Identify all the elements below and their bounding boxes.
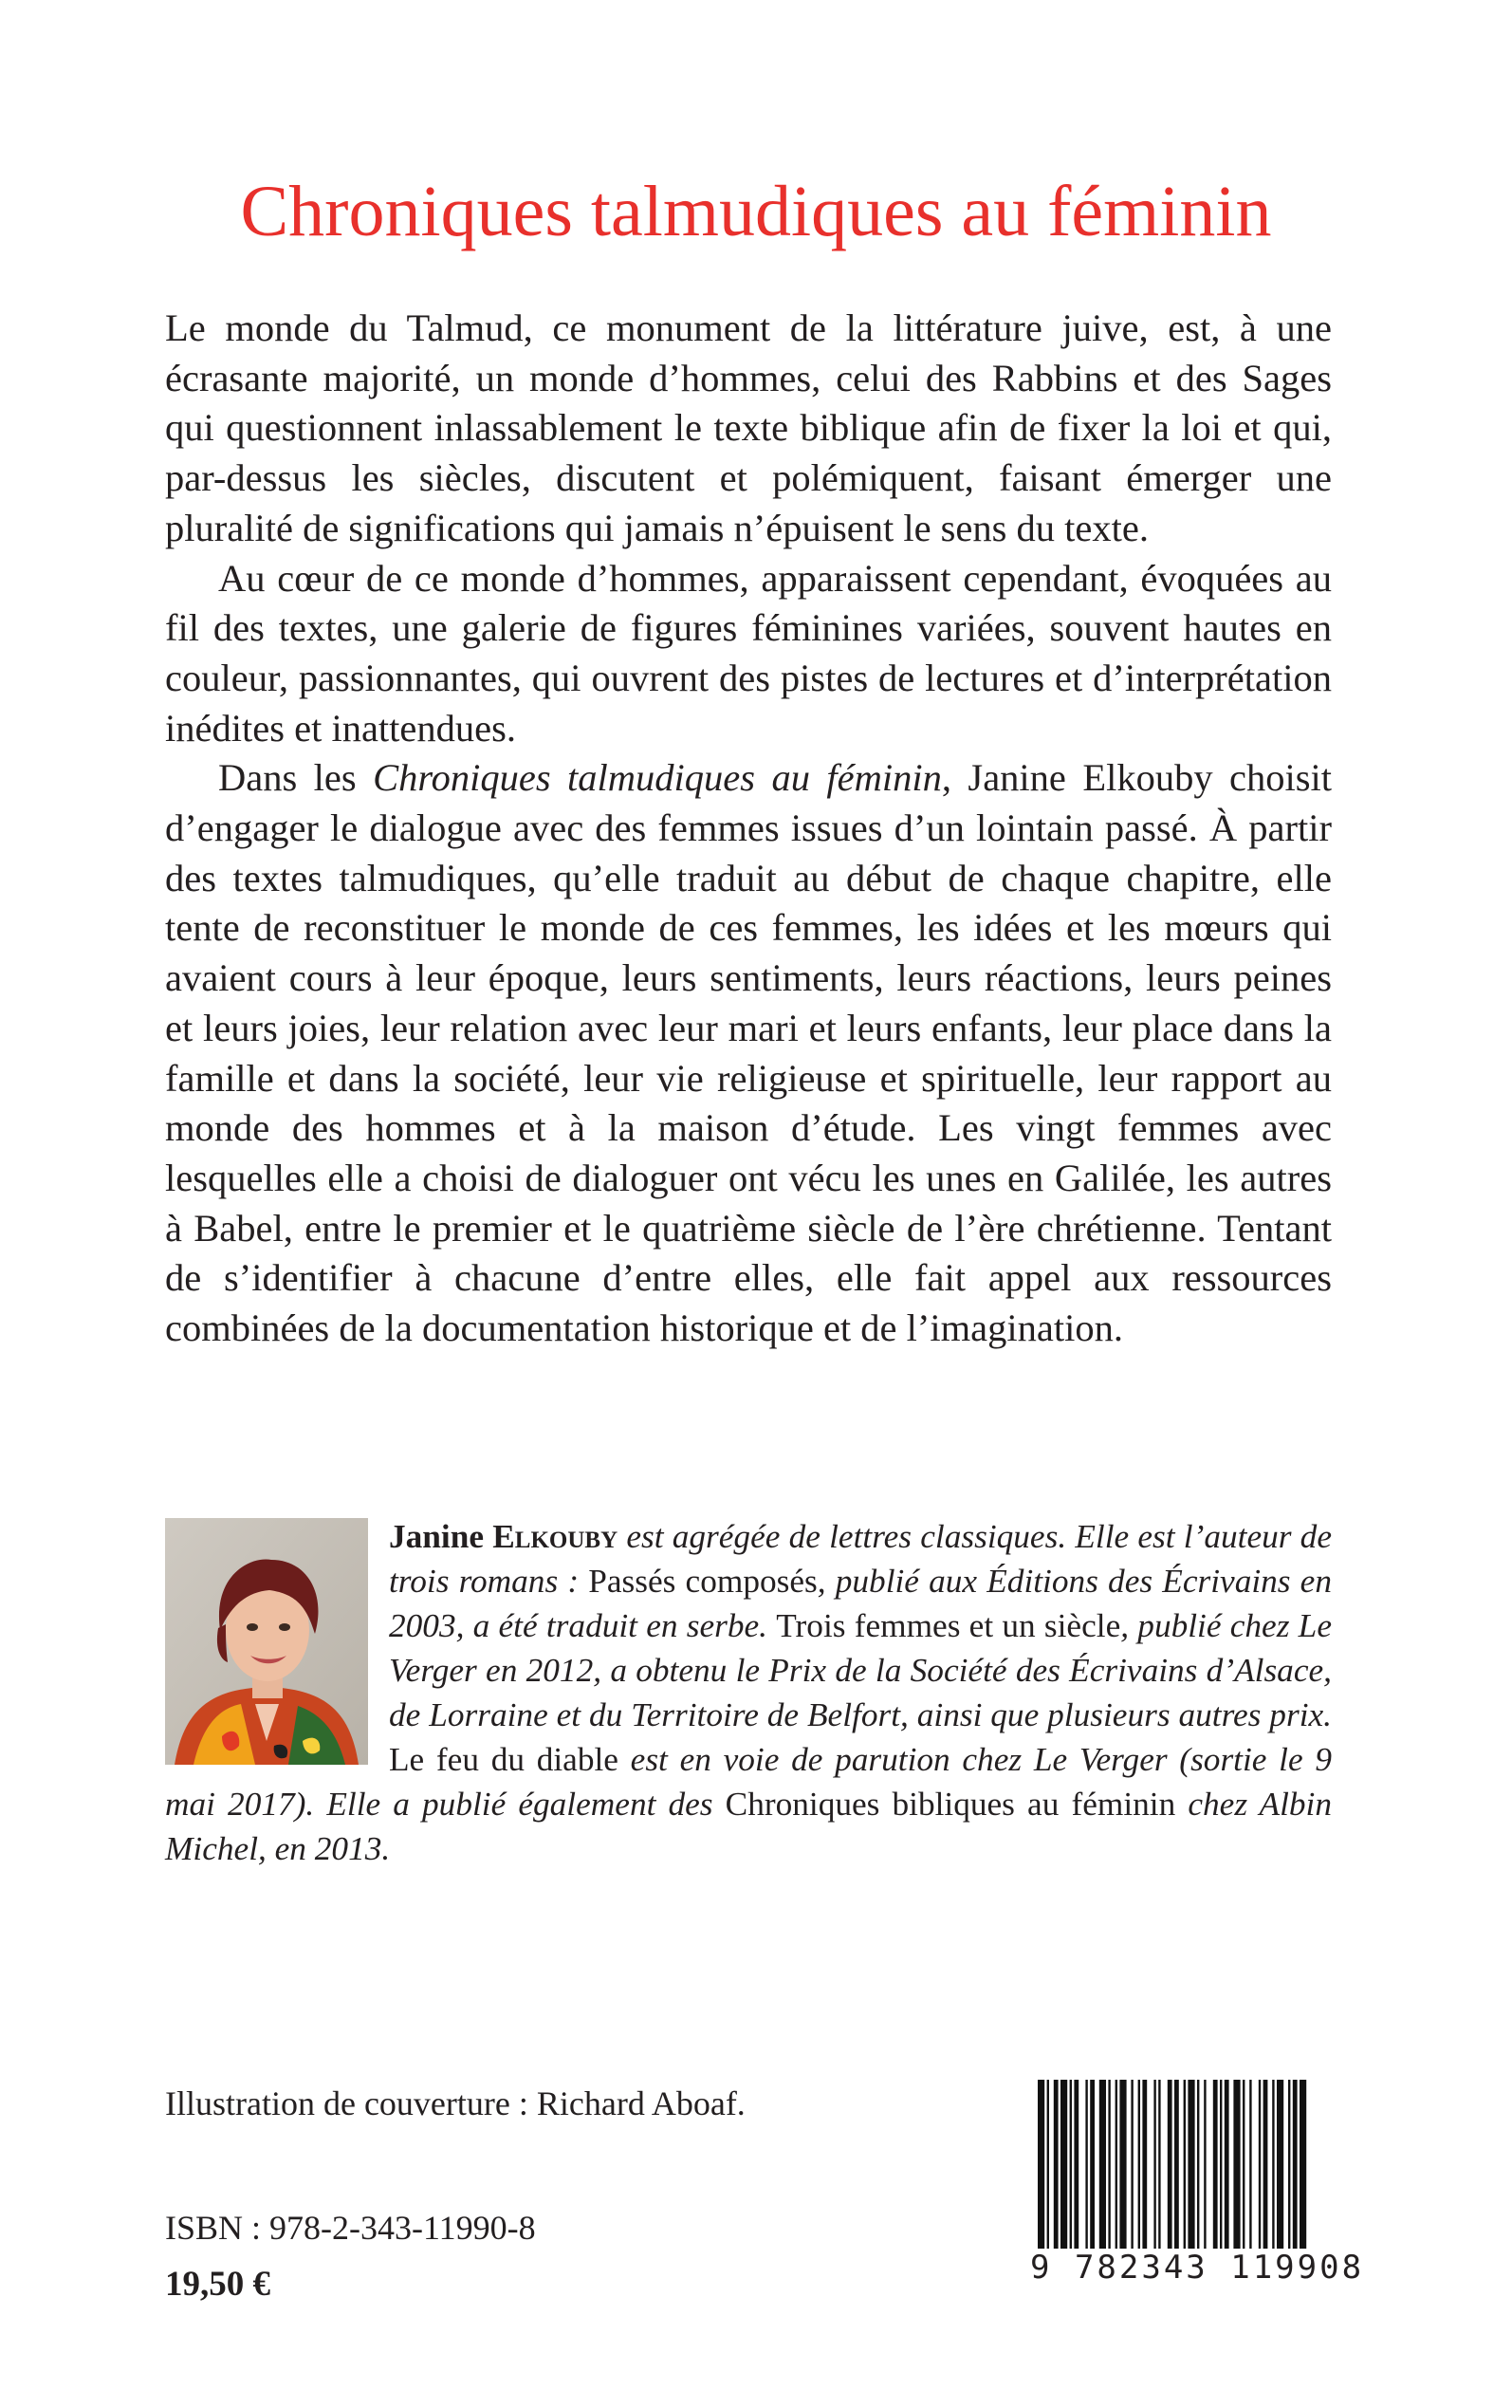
blurb-paragraph-3 bbox=[165, 753, 1332, 1353]
barcode-bar bbox=[1074, 2080, 1079, 2249]
barcode-bar bbox=[1300, 2080, 1306, 2269]
bio-text: , publié chez Le Verger en 2012, a obtenu le Prix de la Société des Écrivains d’Alsace, de Lorraine et du Territoire de Belfort, ainsi que plusieurs autres prix. bbox=[389, 1607, 1332, 1733]
cover-illustration-credit: Illustration de couverture : Richard Aboaf. bbox=[165, 2084, 746, 2122]
bio-book-title: Le feu du diable bbox=[389, 1741, 618, 1778]
barcode-bar bbox=[1070, 2080, 1072, 2249]
barcode-bar bbox=[1099, 2080, 1106, 2249]
book-title-italic: Chroniques talmudiques au féminin bbox=[373, 756, 942, 800]
barcode-bar bbox=[1288, 2080, 1290, 2249]
barcode-bar bbox=[1188, 2080, 1194, 2249]
bio-text: est en voie de parution chez Le Verger (sortie le 9 mai 2017). Elle a publié également des bbox=[165, 1741, 1332, 1823]
author-last-name: Elkouby bbox=[492, 1518, 618, 1555]
barcode-bar bbox=[1184, 2080, 1186, 2249]
barcode-bar bbox=[1047, 2080, 1049, 2269]
bio-book-title: Trois femmes et un siècle bbox=[776, 1607, 1121, 1644]
isbn: ISBN : 978-2-343-11990-8 bbox=[165, 2209, 536, 2247]
barcode-bar bbox=[1142, 2080, 1147, 2249]
barcode-bar bbox=[1119, 2080, 1126, 2249]
barcode-bar bbox=[1168, 2080, 1172, 2249]
barcode-bar bbox=[1060, 2080, 1067, 2249]
blurb-text: Dans les bbox=[218, 756, 374, 800]
bio-text: est agrégée de lettres classiques. Elle est l’auteur de trois romans : bbox=[389, 1518, 1333, 1600]
barcode-bar bbox=[1158, 2080, 1160, 2249]
barcode-bar bbox=[1038, 2080, 1044, 2269]
photo-spacer bbox=[165, 1514, 389, 1780]
author-first-name: Janine bbox=[389, 1518, 485, 1555]
blurb-text: , Janine Elkouby choisit d’engager le dialogue avec des femmes issues d’un lointain passé. À partir des textes talmudiques, qu’elle traduit au début de chaque chapitre, elle tente de reconstituer le monde de ces femmes, les idées et les mœurs qui avaient cours à leur époque, leurs sentiments, leurs réactions, leurs peines et leurs joies, leur relation avec leur mari et leurs enfants, leur place dans la famille et dans la société, leur vie religieuse et spirituelle, leur rapport au monde des hommes et à la maison d’étude. Les vingt femmes avec lesquelles elle a choisi de dialoguer ont vécu les unes en Galilée, les autres à Babel, entre le premier et le quatrième siècle de l’ère chrétienne. Tentant de s’identifier à chacune d’entre elles, elle fait appel aux ressources combinées de la documentation historique et de l’imagination. bbox=[165, 756, 1332, 1350]
author-bio bbox=[165, 1514, 1332, 1871]
price: 19,50 € bbox=[165, 2265, 270, 2304]
barcode-bar bbox=[1213, 2080, 1218, 2249]
barcode-bar bbox=[1116, 2080, 1117, 2249]
blurb-paragraph-1: Le monde du Talmud, ce monument de la littérature juive, est, à une écrasante majorité, un monde d’hommes, celui des Rabbins et des Sages qui questionnent inlassablement le texte biblique afin de fixer la loi et qui, par-dessus les siècles, discutent et polémiquent, faisant émerger une pluralité de significations qui jamais n’épuisent le sens du texte. bbox=[165, 306, 1332, 549]
barcode-bar bbox=[1277, 2080, 1283, 2249]
barcode-bar bbox=[1225, 2080, 1229, 2249]
bio-book-title: Chroniques bibliques au féminin bbox=[725, 1786, 1176, 1823]
blurb-paragraph-2: Au cœur de ce monde d’hommes, apparaissent cependant, évoquées au fil des textes, une galerie de figures féminines variées, souvent hautes en couleur, passionnantes, qui ouvrent des pistes de lectures et d’interprétation inédites et inattendues. bbox=[165, 556, 1332, 750]
bio-text: chez Albin Michel, en 2013. bbox=[165, 1786, 1332, 1867]
bio-book-title: Passés composés bbox=[588, 1563, 818, 1600]
barcode-bar bbox=[1259, 2080, 1261, 2249]
barcode-bar bbox=[1204, 2080, 1206, 2249]
barcode-bar bbox=[1243, 2080, 1245, 2249]
barcode-bar bbox=[1293, 2080, 1298, 2249]
barcode-bar bbox=[1054, 2080, 1059, 2249]
book-title: Chroniques talmudiques au féminin bbox=[240, 172, 1272, 251]
barcode-bar bbox=[1108, 2080, 1110, 2249]
barcode-bar bbox=[1263, 2080, 1268, 2249]
barcode-bar bbox=[1272, 2080, 1274, 2249]
barcode-bar bbox=[1131, 2080, 1133, 2249]
barcode-bar bbox=[1233, 2080, 1240, 2249]
barcode-bar bbox=[1197, 2080, 1199, 2249]
barcode-number: 9 782343 119908 bbox=[1030, 2249, 1389, 2287]
barcode-bar bbox=[1138, 2080, 1140, 2249]
barcode-bar bbox=[1249, 2080, 1251, 2249]
barcode-bar bbox=[1153, 2080, 1155, 2249]
barcode-bar bbox=[1090, 2080, 1095, 2249]
barcode-bar bbox=[1220, 2080, 1222, 2249]
bio-text: , publié aux Éditions des Écrivains en 2003, a été traduit en serbe. bbox=[389, 1563, 1332, 1644]
blurb bbox=[165, 304, 1332, 1354]
barcode-bar bbox=[1174, 2080, 1179, 2269]
barcode-bar bbox=[1085, 2080, 1087, 2249]
